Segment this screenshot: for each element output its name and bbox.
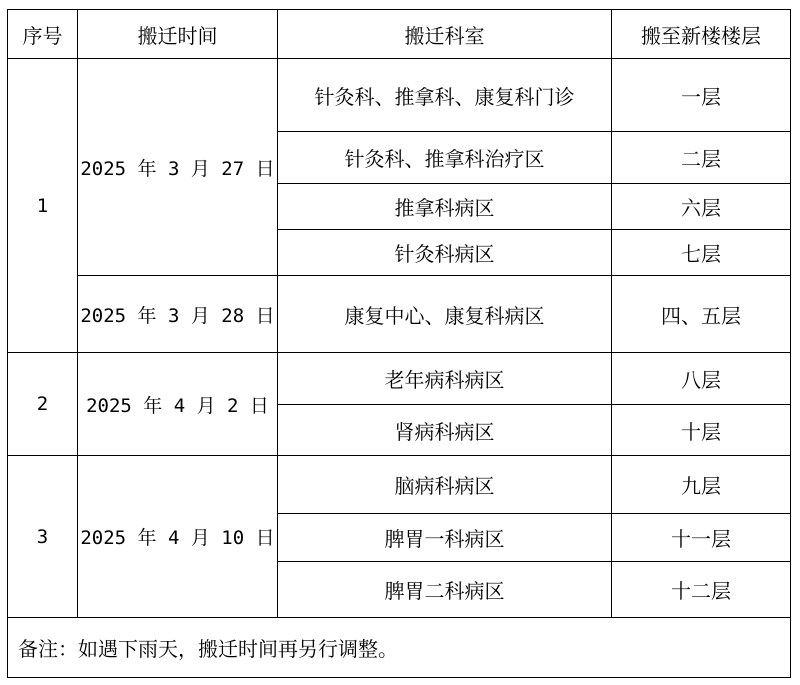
header-time: 搬迁时间 [78, 10, 278, 59]
move-date: 2025 年 4 月 10 日 [78, 456, 278, 618]
department-cell: 针灸科病区 [278, 230, 612, 276]
relocation-schedule-table [7, 9, 791, 678]
floor-cell: 六层 [612, 184, 791, 230]
document-body [7, 9, 791, 678]
department-cell: 脾胃二科病区 [278, 562, 612, 618]
floor-cell: 一层 [612, 59, 791, 132]
header-department: 搬迁科室 [278, 10, 612, 59]
department-cell: 针灸科、推拿科、康复科门诊 [278, 59, 612, 132]
floor-cell: 四、五层 [612, 276, 791, 353]
table-row [8, 456, 791, 514]
floor-cell: 二层 [612, 132, 791, 184]
row-index: 1 [8, 59, 78, 353]
floor-cell: 十一层 [612, 514, 791, 562]
department-cell: 针灸科、推拿科治疗区 [278, 132, 612, 184]
move-date: 2025 年 3 月 27 日 [78, 59, 278, 276]
floor-cell: 十二层 [612, 562, 791, 618]
row-index: 3 [8, 456, 78, 618]
department-cell: 康复中心、康复科病区 [278, 276, 612, 353]
header-floor: 搬至新楼楼层 [612, 10, 791, 59]
move-date: 2025 年 4 月 2 日 [78, 353, 278, 456]
department-cell: 推拿科病区 [278, 184, 612, 230]
table-row [8, 353, 791, 405]
row-index: 2 [8, 353, 78, 456]
table-row [8, 276, 791, 353]
department-cell: 脑病科病区 [278, 456, 612, 514]
note-text: 备注：如遇下雨天，搬迁时间再另行调整。 [8, 618, 791, 678]
header-index: 序号 [8, 10, 78, 59]
table-header-row [8, 10, 791, 59]
department-cell: 老年病科病区 [278, 353, 612, 405]
floor-cell: 十层 [612, 405, 791, 456]
move-date: 2025 年 3 月 28 日 [78, 276, 278, 353]
floor-cell: 七层 [612, 230, 791, 276]
floor-cell: 九层 [612, 456, 791, 514]
department-cell: 脾胃一科病区 [278, 514, 612, 562]
department-cell: 肾病科病区 [278, 405, 612, 456]
table-row [8, 59, 791, 132]
floor-cell: 八层 [612, 353, 791, 405]
note-row [8, 618, 791, 678]
